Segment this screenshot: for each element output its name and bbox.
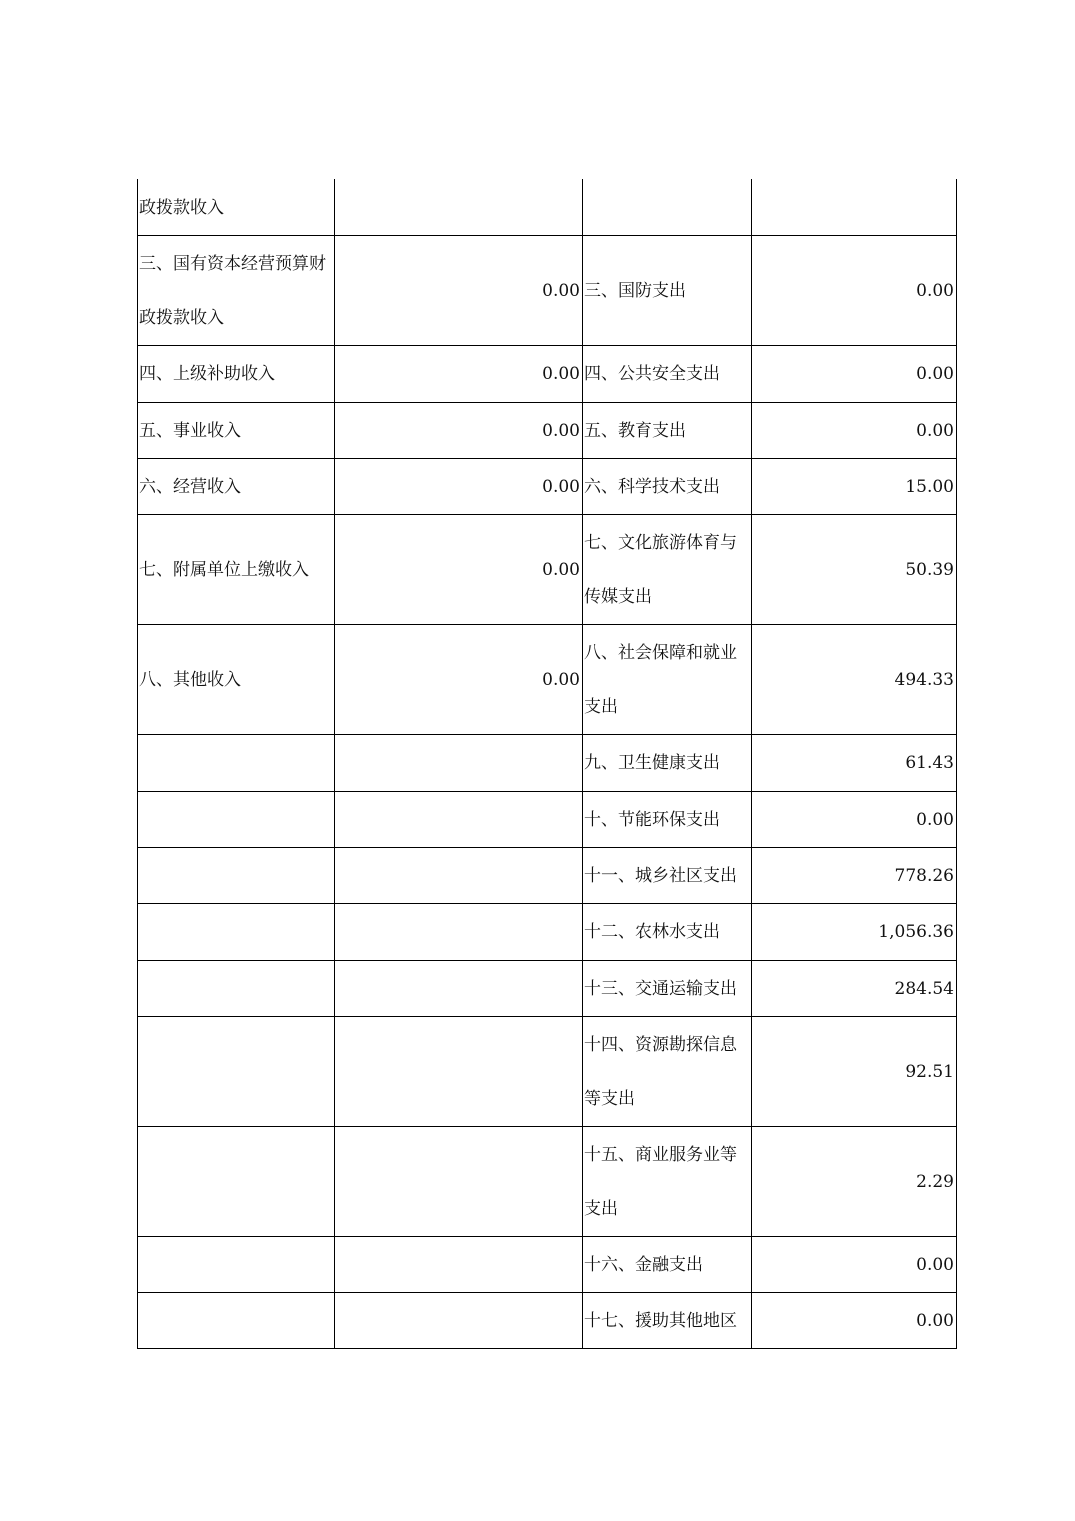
income-amount-cell bbox=[335, 792, 583, 848]
income-item-cell: 政拨款收入 bbox=[138, 179, 335, 236]
income-amount-cell bbox=[335, 1017, 583, 1127]
income-item-cell: 六、经营收入 bbox=[138, 459, 335, 515]
income-amount-cell bbox=[335, 848, 583, 904]
income-item-cell: 四、上级补助收入 bbox=[138, 346, 335, 403]
income-item-cell bbox=[138, 848, 335, 904]
table-row bbox=[138, 792, 957, 848]
expense-amount-cell: 50.39 bbox=[752, 515, 957, 625]
expense-amount-cell: 0.00 bbox=[752, 403, 957, 459]
table-row bbox=[138, 403, 957, 459]
table-row bbox=[138, 515, 957, 625]
table-row bbox=[138, 1237, 957, 1293]
expense-amount-cell: 778.26 bbox=[752, 848, 957, 904]
expense-item-cell: 十、节能环保支出 bbox=[583, 792, 752, 848]
expense-item-cell: 十七、援助其他地区 bbox=[583, 1293, 752, 1349]
table-row bbox=[138, 848, 957, 904]
table-row bbox=[138, 961, 957, 1017]
table-row bbox=[138, 1127, 957, 1237]
expense-amount-cell: 92.51 bbox=[752, 1017, 957, 1127]
income-item-cell bbox=[138, 1017, 335, 1127]
expense-amount-cell: 0.00 bbox=[752, 1237, 957, 1293]
expense-item-cell bbox=[583, 179, 752, 236]
expense-amount-cell: 0.00 bbox=[752, 1293, 957, 1349]
table-row bbox=[138, 459, 957, 515]
expense-item-cell: 十五、商业服务业等支出 bbox=[583, 1127, 752, 1237]
expense-item-cell: 六、科学技术支出 bbox=[583, 459, 752, 515]
income-amount-cell: 0.00 bbox=[335, 515, 583, 625]
expense-amount-cell: 284.54 bbox=[752, 961, 957, 1017]
table-row bbox=[138, 735, 957, 792]
income-amount-cell bbox=[335, 735, 583, 792]
income-amount-cell bbox=[335, 961, 583, 1017]
income-amount-cell: 0.00 bbox=[335, 459, 583, 515]
table-row bbox=[138, 346, 957, 403]
income-amount-cell bbox=[335, 179, 583, 236]
income-item-cell bbox=[138, 1127, 335, 1237]
income-item-cell bbox=[138, 904, 335, 961]
expense-amount-cell: 0.00 bbox=[752, 792, 957, 848]
table-row bbox=[138, 1293, 957, 1349]
expense-amount-cell: 1,056.36 bbox=[752, 904, 957, 961]
income-amount-cell bbox=[335, 1237, 583, 1293]
income-amount-cell: 0.00 bbox=[335, 625, 583, 735]
income-item-cell: 五、事业收入 bbox=[138, 403, 335, 459]
table-row bbox=[138, 1017, 957, 1127]
expense-item-cell: 三、国防支出 bbox=[583, 236, 752, 346]
expense-item-cell: 十四、资源勘探信息等支出 bbox=[583, 1017, 752, 1127]
expense-amount-cell: 0.00 bbox=[752, 346, 957, 403]
income-amount-cell: 0.00 bbox=[335, 236, 583, 346]
income-amount-cell bbox=[335, 904, 583, 961]
expense-amount-cell: 15.00 bbox=[752, 459, 957, 515]
expense-item-cell: 十六、金融支出 bbox=[583, 1237, 752, 1293]
expense-amount-cell bbox=[752, 179, 957, 236]
income-item-cell: 三、国有资本经营预算财政拨款收入 bbox=[138, 236, 335, 346]
expense-item-cell: 十一、城乡社区支出 bbox=[583, 848, 752, 904]
table-row bbox=[138, 904, 957, 961]
income-amount-cell: 0.00 bbox=[335, 346, 583, 403]
expense-item-cell: 四、公共安全支出 bbox=[583, 346, 752, 403]
table-row bbox=[138, 625, 957, 735]
income-item-cell bbox=[138, 1293, 335, 1349]
table-row bbox=[138, 236, 957, 346]
income-item-cell bbox=[138, 735, 335, 792]
expense-amount-cell: 2.29 bbox=[752, 1127, 957, 1237]
budget-table bbox=[137, 179, 957, 1349]
income-item-cell bbox=[138, 1237, 335, 1293]
expense-amount-cell: 494.33 bbox=[752, 625, 957, 735]
income-item-cell: 七、附属单位上缴收入 bbox=[138, 515, 335, 625]
expense-amount-cell: 61.43 bbox=[752, 735, 957, 792]
income-amount-cell bbox=[335, 1293, 583, 1349]
income-item-cell bbox=[138, 792, 335, 848]
expense-item-cell: 十二、农林水支出 bbox=[583, 904, 752, 961]
expense-amount-cell: 0.00 bbox=[752, 236, 957, 346]
expense-item-cell: 五、教育支出 bbox=[583, 403, 752, 459]
income-item-cell bbox=[138, 961, 335, 1017]
expense-item-cell: 九、卫生健康支出 bbox=[583, 735, 752, 792]
expense-item-cell: 八、社会保障和就业支出 bbox=[583, 625, 752, 735]
income-amount-cell bbox=[335, 1127, 583, 1237]
expense-item-cell: 十三、交通运输支出 bbox=[583, 961, 752, 1017]
table-row bbox=[138, 179, 957, 236]
budget-table-body bbox=[138, 179, 957, 1349]
income-amount-cell: 0.00 bbox=[335, 403, 583, 459]
income-item-cell: 八、其他收入 bbox=[138, 625, 335, 735]
expense-item-cell: 七、文化旅游体育与传媒支出 bbox=[583, 515, 752, 625]
